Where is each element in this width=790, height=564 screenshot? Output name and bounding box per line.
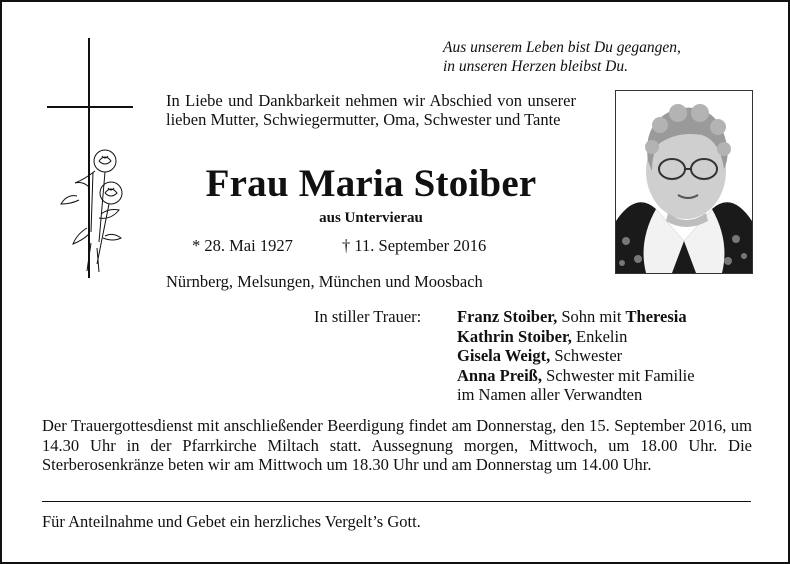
- deceased-name: Frau Maria Stoiber: [205, 162, 537, 205]
- cross-with-roses-icon: [47, 38, 137, 278]
- birth-date: * 28. Mai 1927: [192, 236, 293, 255]
- mourner-line: Franz Stoiber, Sohn mit Theresia: [457, 307, 687, 326]
- mourner-line: Kathrin Stoiber, Enkelin: [457, 326, 628, 346]
- places: Nürnberg, Melsungen, München und Moosbach: [166, 272, 483, 291]
- portrait-photo: [615, 90, 753, 274]
- service-info: Der Trauergottesdienst mit anschließender Beerdigung findet am Donnerstag, den 15. September 2016, um 14.30 Uhr in der Pfarrkirche Miltach statt. Aussegnung morgen, Mittwoch, um 18.00 Uhr. Die Sterberosenkränze beten wir am Mittwoch um 18.30 Uhr und am Donnerstag um 14.00 Uhr.: [42, 416, 752, 474]
- mourning-label: In stiller Trauer:: [314, 307, 422, 326]
- motto: [443, 38, 753, 76]
- motto-line-2: in unseren Herzen bleibst Du.: [443, 58, 628, 75]
- mourner-line: Anna Preiß, Schwester mit Familie: [457, 365, 695, 385]
- thanks-line: Für Anteilnahme und Gebet ein herzliches Vergelt’s Gott.: [42, 512, 421, 531]
- divider: [42, 501, 751, 502]
- mourners-list: [457, 307, 757, 405]
- death-date: † 11. September 2016: [342, 236, 487, 255]
- mourner-line: Gisela Weigt, Schwester: [457, 346, 623, 365]
- deceased-origin: aus Untervierau: [319, 210, 423, 226]
- motto-line-1: Aus unserem Leben bist Du gegangen,: [443, 39, 681, 56]
- intro-text: In Liebe und Dankbarkeit nehmen wir Abschied von unserer lieben Mutter, Schwiegermutter, Oma, Schwester und Tante: [166, 91, 576, 129]
- mourner-line: im Namen aller Verwandten: [457, 385, 643, 404]
